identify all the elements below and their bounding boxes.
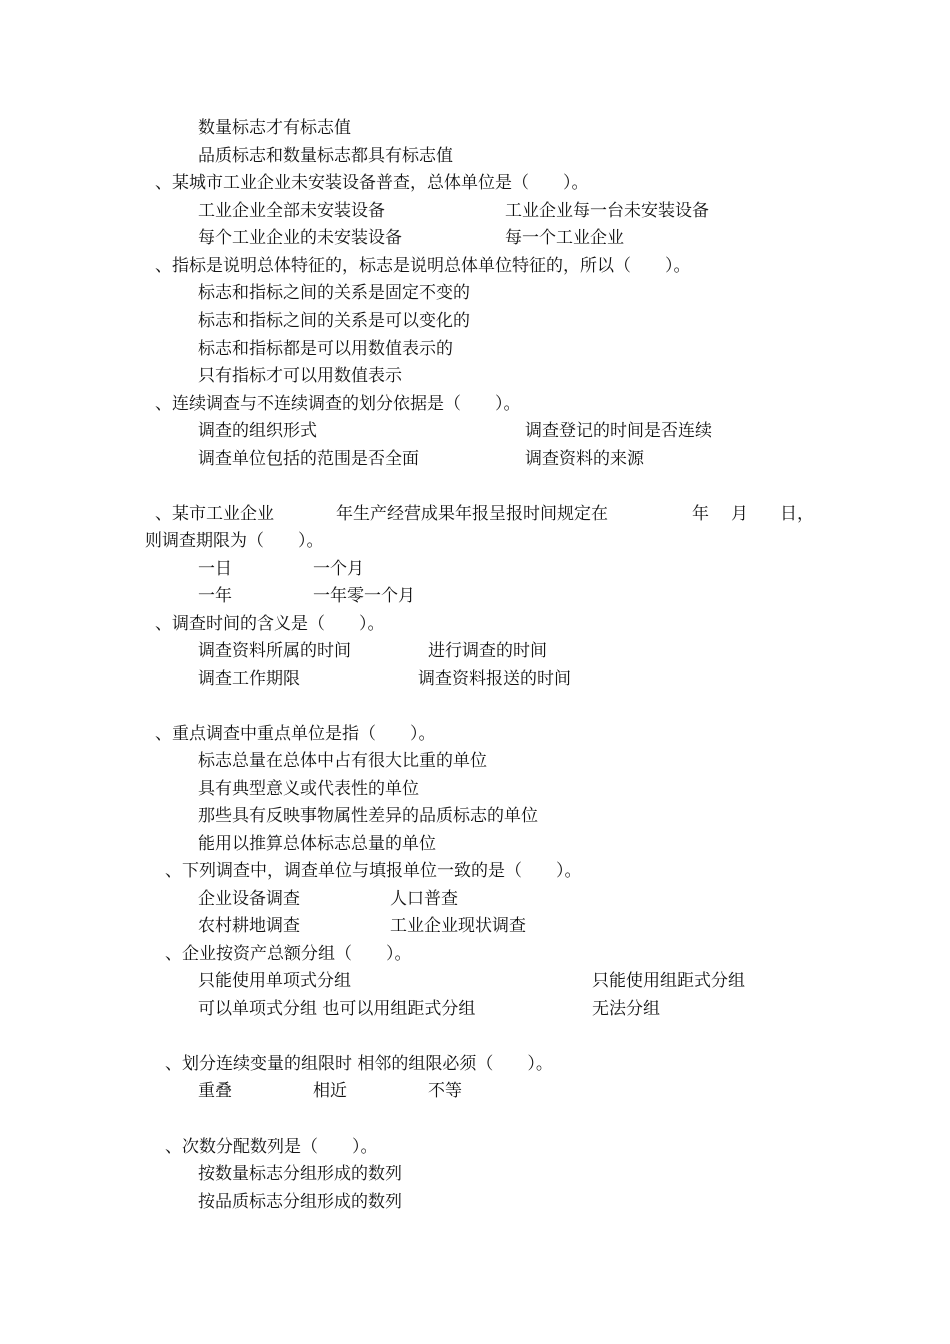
option-text: 每一个工业企业 (505, 228, 624, 248)
option-text: 企业设备调查 (198, 889, 300, 909)
option-text: 调查的组织形式 (198, 421, 317, 441)
question-text: 日， (780, 504, 814, 524)
question-text: 则调查期限为（ ）。 (145, 531, 324, 551)
option-text: 能用以推算总体标志总量的单位 (198, 834, 436, 854)
question-text: 、指标是说明总体特征的，标志是说明总体单位特征的，所以（ ）。 (155, 256, 691, 276)
option-text: 工业企业每一台未安装设备 (505, 201, 709, 221)
option-text: 一年 (198, 586, 232, 606)
option-text: 标志和指标都是可以用数值表示的 (198, 339, 453, 359)
option-text: 一日 (198, 559, 232, 579)
option-text: 只能使用单项式分组 (198, 971, 351, 991)
option-text: 只能使用组距式分组 (592, 971, 745, 991)
option-text: 工业企业现状调查 (390, 916, 526, 936)
question-text: 、重点调查中重点单位是指（ ）。 (155, 724, 436, 744)
option-text: 重叠 (198, 1081, 232, 1101)
question-text: 、某市工业企业 (155, 504, 274, 524)
option-text: 调查登记的时间是否连续 (525, 421, 712, 441)
option-text: 无法分组 (592, 999, 660, 1019)
question-text: 、企业按资产总额分组（ ）。 (165, 944, 412, 964)
option-text: 按数量标志分组形成的数列 (198, 1164, 402, 1184)
question-text: 年 (692, 504, 709, 524)
option-text: 一年零一个月 (313, 586, 415, 606)
option-text: 品质标志和数量标志都具有标志值 (198, 146, 453, 166)
option-text: 可以单项式分组 也可以用组距式分组 (198, 999, 476, 1019)
question-text: 、下列调查中，调查单位与填报单位一致的是（ ）。 (165, 861, 582, 881)
question-text: 、划分连续变量的组限时 相邻的组限必须（ ）。 (165, 1054, 553, 1074)
option-text: 相近 (313, 1081, 347, 1101)
option-text: 标志总量在总体中占有很大比重的单位 (198, 751, 487, 771)
question-text: 月 (731, 504, 748, 524)
option-text: 按品质标志分组形成的数列 (198, 1192, 402, 1212)
option-text: 数量标志才有标志值 (198, 118, 351, 138)
question-text: 年生产经营成果年报呈报时间规定在 (336, 504, 608, 524)
option-text: 那些具有反映事物属性差异的品质标志的单位 (198, 806, 538, 826)
option-text: 不等 (428, 1081, 462, 1101)
option-text: 调查工作期限 (198, 669, 300, 689)
option-text: 人口普查 (390, 889, 458, 909)
option-text: 调查资料所属的时间 (198, 641, 351, 661)
question-text: 、调查时间的含义是（ ）。 (155, 614, 385, 634)
option-text: 进行调查的时间 (428, 641, 547, 661)
option-text: 调查单位包括的范围是否全面 (198, 449, 419, 469)
option-text: 标志和指标之间的关系是可以变化的 (198, 311, 470, 331)
option-text: 标志和指标之间的关系是固定不变的 (198, 283, 470, 303)
option-text: 只有指标才可以用数值表示 (198, 366, 402, 386)
option-text: 每个工业企业的未安装设备 (198, 228, 402, 248)
option-text: 农村耕地调查 (198, 916, 300, 936)
question-text: 、次数分配数列是（ ）。 (165, 1137, 378, 1157)
option-text: 工业企业全部未安装设备 (198, 201, 385, 221)
option-text: 具有典型意义或代表性的单位 (198, 779, 419, 799)
option-text: 一个月 (313, 559, 364, 579)
option-text: 调查资料报送的时间 (418, 669, 571, 689)
question-text: 、连续调查与不连续调查的划分依据是（ ）。 (155, 394, 521, 414)
option-text: 调查资料的来源 (525, 449, 644, 469)
question-text: 、某城市工业企业未安装设备普查，总体单位是（ ）。 (155, 173, 589, 193)
